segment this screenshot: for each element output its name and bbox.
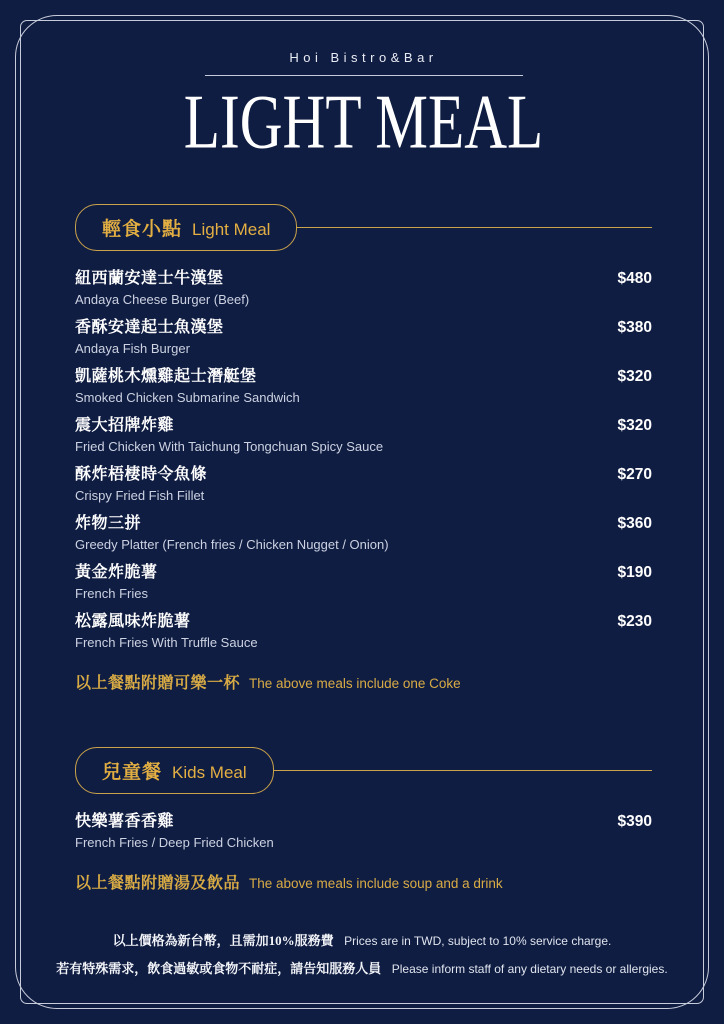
section-header-light-meal <box>75 204 652 251</box>
item-desc-en: Crispy Fried Fish Fillet <box>75 488 205 503</box>
item-price: $380 <box>617 319 652 336</box>
section-rule <box>274 770 652 771</box>
item-text <box>75 318 224 357</box>
section-pill-light-meal <box>75 204 297 251</box>
menu-item <box>75 465 652 504</box>
menu-item <box>75 318 652 357</box>
item-price: $320 <box>617 417 652 434</box>
menu-item <box>75 416 652 455</box>
menu-item <box>75 514 652 553</box>
item-name-zh: 紐西蘭安達士牛漢堡 <box>75 270 224 287</box>
note-en: The above meals include one Coke <box>249 676 461 691</box>
note-en: The above meals include soup and a drink <box>249 876 503 891</box>
item-desc-en: Fried Chicken With Taichung Tongchuan Spicy Sauce <box>75 439 384 454</box>
item-price: $390 <box>617 813 652 830</box>
menu-item <box>75 612 652 651</box>
item-text <box>75 563 158 602</box>
menu-item <box>75 269 652 308</box>
section-note-kids-meal <box>75 870 652 893</box>
item-text <box>75 612 258 651</box>
footer-allergy-zh: 若有特殊需求，飲食過敏或食物不耐症，請告知服務人員 <box>56 961 382 976</box>
section-name-en: Kids Meal <box>172 763 247 782</box>
footer-pricing-zh: 以上價格為新台幣，且需加10%服務費 <box>112 933 334 948</box>
item-name-zh: 炸物三拼 <box>75 515 142 532</box>
brand-name: Hoi Bistro&Bar <box>289 50 438 65</box>
item-desc-en: French Fries With Truffle Sauce <box>75 635 258 650</box>
section-rule <box>297 227 652 228</box>
item-price: $320 <box>617 368 652 385</box>
item-text <box>75 465 207 504</box>
item-text <box>75 416 383 455</box>
item-desc-en: Andaya Fish Burger <box>75 341 190 356</box>
item-name-zh: 松露風味炸脆薯 <box>75 613 191 630</box>
item-price: $190 <box>617 564 652 581</box>
item-text <box>75 812 274 851</box>
item-desc-en: Greedy Platter (French fries / Chicken Nugget / Onion) <box>75 537 389 552</box>
item-price: $360 <box>617 515 652 532</box>
footer-pricing-en: Prices are in TWD, subject to 10% service charge. <box>344 934 612 948</box>
section-name-en: Light Meal <box>192 220 271 239</box>
footer <box>0 922 724 978</box>
item-text <box>75 514 389 553</box>
item-name-zh: 酥炸梧棲時令魚條 <box>75 466 208 483</box>
item-name-zh: 黃金炸脆薯 <box>75 564 158 581</box>
item-price: $230 <box>617 613 652 630</box>
footer-line-pricing <box>0 930 724 950</box>
item-desc-en: Smoked Chicken Submarine Sandwich <box>75 390 300 405</box>
item-text <box>75 269 249 308</box>
brand-divider <box>205 75 523 76</box>
menu-item <box>75 812 652 851</box>
note-zh: 以上餐點附贈可樂一杯 <box>75 675 241 692</box>
section-name-zh: 兒童餐 <box>102 762 163 783</box>
section-name-zh: 輕食小點 <box>102 219 183 240</box>
item-desc-en: French Fries <box>75 586 148 601</box>
item-desc-en: Andaya Cheese Burger (Beef) <box>75 292 250 307</box>
note-zh: 以上餐點附贈湯及飲品 <box>75 875 241 892</box>
footer-line-allergy <box>0 958 724 978</box>
item-name-zh: 香酥安達起士魚漢堡 <box>75 319 224 336</box>
section-pill-kids-meal <box>75 747 274 794</box>
menu-item <box>75 563 652 602</box>
item-price: $480 <box>617 270 652 287</box>
item-text <box>75 367 300 406</box>
item-price: $270 <box>617 466 652 483</box>
item-name-zh: 快樂薯香香雞 <box>75 813 175 830</box>
footer-allergy-en: Please inform staff of any dietary needs or allergies. <box>391 962 668 976</box>
section-header-kids-meal <box>75 747 652 794</box>
menu-item <box>75 367 652 406</box>
item-name-zh: 凱薩桃木燻雞起士潛艇堡 <box>75 368 257 385</box>
page-title: LIGHT MEAL <box>183 79 544 165</box>
section-note-light-meal <box>75 670 652 693</box>
item-desc-en: French Fries / Deep Fried Chicken <box>75 835 274 850</box>
item-name-zh: 震大招牌炸雞 <box>75 417 175 434</box>
